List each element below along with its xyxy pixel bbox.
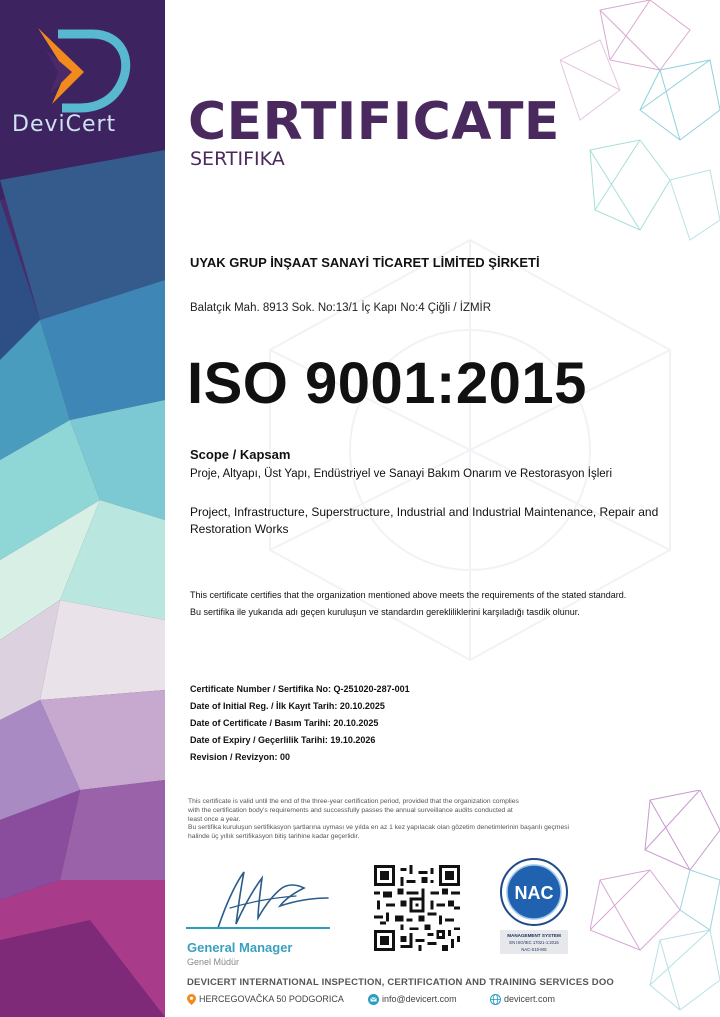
email-icon <box>368 994 379 1005</box>
validity-en-line-3: least once a year. <box>188 815 241 823</box>
signature-line <box>186 927 330 929</box>
decorative-side-band <box>0 0 165 1017</box>
expiry-date: Date of Expiry / Geçerlilik Tarihi: 19.10.2026 <box>190 735 376 745</box>
footer-email[interactable] <box>368 994 457 1005</box>
validity-tr-line-2: halinde üç yıllık sertifikasyon bitiş tarihine kadar geçerlidir. <box>188 833 360 841</box>
statement-turkish: Bu sertifika ile yukarıda adı geçen kuruluşun ve standardın gerekliliklerini karşıladığı tasdik olunur. <box>190 607 580 617</box>
signature-icon <box>200 858 340 938</box>
watermark-geometry <box>250 230 690 670</box>
initial-registration-date: Date of Initial Reg. / İlk Kayıt Tarih: 20.10.2025 <box>190 701 385 711</box>
validity-tr-line-1: Bu sertifika kuruluşun sertifikasyon şartlarına uyması ve yılda en az 1 kez yapılacak olan gözetim denetimlerinin başarılı geçmesi <box>188 824 569 832</box>
footer-address <box>187 994 344 1005</box>
revision: Revision / Revizyon: 00 <box>190 752 291 762</box>
statement-english: This certificate certifies that the organization mentioned above meets the requirements of the stated standard. <box>190 590 627 600</box>
validity-en-line-2: with the certification body's requirements and successfully passes the annual surveillance audits conducted at <box>188 806 513 814</box>
issuer-organization: DEVICERT INTERNATIONAL INSPECTION, CERTIFICATION AND TRAINING SERVICES DOO <box>187 977 615 988</box>
nac-accreditation-logo <box>498 858 570 956</box>
scope-english: Project, Infrastructure, Superstructure, Industrial and Industrial Maintenance, Repair and Restoration Works <box>190 505 659 536</box>
footer-email-text[interactable]: info@devicert.com <box>382 994 457 1004</box>
validity-en-line-1: This certificate is valid until the end of the three-year certification period, provided that the organization complies <box>188 798 519 805</box>
globe-icon <box>490 994 501 1005</box>
company-name: UYAK GRUP İNŞAAT SANAYİ TİCARET LİMİTED ŞİRKETİ <box>190 255 540 270</box>
nac-line-1: MANAGEMENT SYSTEM <box>507 933 561 938</box>
decorative-geometry-top-right <box>560 0 720 250</box>
company-address: Balatçık Mah. 8913 Sok. No:13/1 İç Kapı No:4 Çiğli / İZMİR <box>190 302 492 314</box>
signatory-title: General Manager <box>187 940 293 955</box>
certificate-number: Certificate Number / Sertifika No: Q-251020-287-001 <box>190 684 410 694</box>
nac-line-3: NAC-S10-MS <box>521 947 547 952</box>
certificate-date: Date of Certificate / Basım Tarihi: 20.10.2025 <box>190 718 379 728</box>
footer-website[interactable] <box>490 994 555 1005</box>
location-pin-icon <box>187 994 196 1005</box>
scope-heading: Scope / Kapsam <box>190 447 291 462</box>
nac-line-2: EN ISO/IEC 17021-1:2015 <box>509 940 559 945</box>
nac-logo-text: NAC <box>514 883 554 903</box>
certificate-subtitle: SERTIFIKA <box>190 148 285 170</box>
iso-standard: ISO 9001:2015 <box>187 351 587 416</box>
brand-name: DeviCert <box>12 112 117 137</box>
signatory-title-turkish: Genel Müdür <box>187 957 240 967</box>
footer-address-text: HERCEGOVAČKA 50 PODGORICA <box>199 994 344 1004</box>
certificate-details <box>190 681 410 766</box>
qr-code-icon <box>374 865 460 951</box>
validity-notes <box>188 798 648 842</box>
footer-website-text[interactable]: devicert.com <box>504 994 556 1004</box>
certificate-title: CERTIFICATE <box>188 92 560 152</box>
scope-turkish: Proje, Altyapı, Üst Yapı, Endüstriyel ve Sanayi Bakım Onarım ve Restorasyon İşleri <box>190 468 613 480</box>
